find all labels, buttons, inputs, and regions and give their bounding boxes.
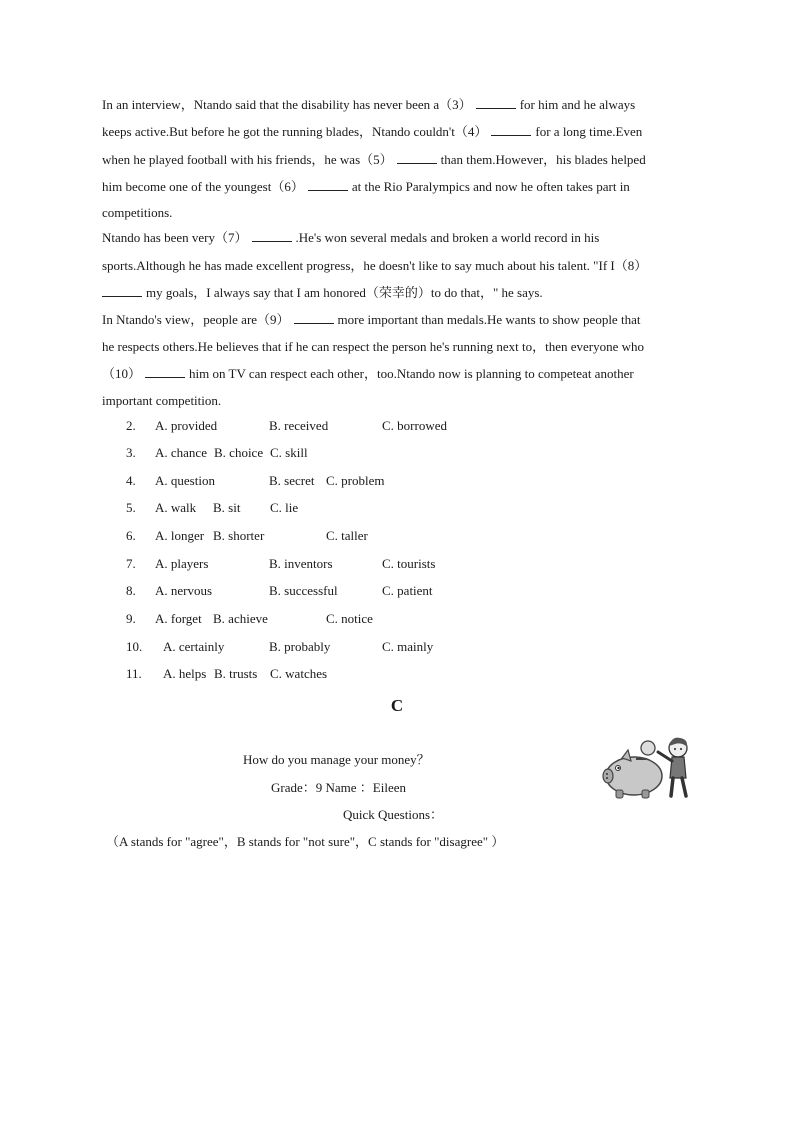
answer-blank [476, 97, 516, 109]
question-number: 5. [126, 500, 136, 515]
option-a[interactable]: A. walk [155, 500, 197, 515]
passage-line: Ntando has been very（7） .He's won several medals and broken a world record in his [102, 230, 600, 245]
question-number: 4. [126, 473, 136, 488]
passage-line: competitions. [102, 205, 173, 220]
option-a[interactable]: A. longer [155, 528, 205, 543]
option-b[interactable]: B. trusts [214, 666, 258, 681]
question-number: 9. [126, 611, 136, 626]
question-number: 7. [126, 556, 136, 571]
option-b[interactable]: B. choice [214, 445, 264, 460]
passage-line: important competition. [102, 393, 222, 408]
option-c[interactable]: C. borrowed [382, 418, 447, 433]
quick-questions-label: Quick Questions： [343, 807, 444, 822]
option-a[interactable]: A. nervous [155, 583, 213, 598]
survey-title: How do you manage your money？ [243, 752, 430, 767]
passage-line: In an interview，Ntando said that the disability has never been a（3） for him and he always [102, 97, 636, 112]
pig-snout [603, 769, 613, 783]
answer-blank [102, 285, 142, 297]
answer-blank [491, 124, 531, 136]
answer-blank [252, 230, 292, 242]
option-a[interactable]: A. players [155, 556, 209, 571]
answer-legend: （A stands for "agree"，B stands for "not sure"，C stands for "disagree" ） [106, 834, 505, 849]
option-a[interactable]: A. helps [163, 666, 207, 681]
passage-line: him become one of the youngest（6） at the Rio Paralympics and now he often takes part in [102, 179, 630, 194]
passage-line: when he played football with his friends，he was（5） than them.However，his blades helped [102, 152, 646, 167]
passage-line: my goals，I always say that I am honored（荣幸的）to do that，" he says. [102, 285, 543, 301]
option-c[interactable]: C. notice [326, 611, 373, 626]
piggy-bank-body [606, 757, 662, 795]
option-a[interactable]: A. certainly [163, 639, 225, 654]
question-number: 6. [126, 528, 136, 543]
option-c[interactable]: C. mainly [382, 639, 434, 654]
option-a[interactable]: A. forget [155, 611, 202, 626]
option-b[interactable]: B. inventors [269, 556, 333, 571]
option-c[interactable]: C. lie [270, 500, 299, 515]
option-c[interactable]: C. skill [270, 445, 308, 460]
answer-blank [308, 179, 348, 191]
option-a[interactable]: A. question [155, 473, 215, 488]
section-heading: C [390, 696, 404, 715]
option-b[interactable]: B. shorter [213, 528, 265, 543]
passage-line: （10） him on TV can respect each other，too.Ntando now is planning to competeat another [102, 366, 634, 381]
option-c[interactable]: C. tourists [382, 556, 436, 571]
option-c[interactable]: C. patient [382, 583, 433, 598]
option-b[interactable]: B. achieve [213, 611, 268, 626]
option-b[interactable]: B. secret [269, 473, 315, 488]
option-a[interactable]: A. chance [155, 445, 207, 460]
grade-name-line: Grade：9 Name ：Eileen [271, 780, 407, 795]
passage-line: sports.Although he has made excellent progress，he doesn't like to say much about his talent. "If I（8） [102, 258, 648, 273]
question-number: 3. [126, 445, 136, 460]
question-number: 2. [126, 418, 136, 433]
option-a[interactable]: A. provided [155, 418, 218, 433]
option-c[interactable]: C. watches [270, 666, 328, 681]
passage-line: he respects others.He believes that if he can respect the person he's running next to，then everyone who [102, 339, 645, 354]
answer-blank [145, 366, 185, 378]
answer-blank [397, 152, 437, 164]
question-number: 10. [126, 639, 143, 654]
coin-icon [641, 741, 655, 755]
option-b[interactable]: B. successful [269, 583, 338, 598]
option-b[interactable]: B. probably [269, 639, 331, 654]
option-c[interactable]: C. problem [326, 473, 385, 488]
answer-blank [294, 312, 334, 324]
question-number: 11. [126, 666, 142, 681]
option-b[interactable]: B. received [269, 418, 329, 433]
piggy-bank-illustration [600, 736, 696, 802]
option-c[interactable]: C. taller [326, 528, 368, 543]
question-number: 8. [126, 583, 136, 598]
passage-line: In Ntando's view，people are（9） more important than medals.He wants to show people that [102, 312, 641, 327]
passage-line: keeps active.But before he got the running blades，Ntando couldn't（4） for a long time.Even [102, 124, 643, 139]
option-b[interactable]: B. sit [213, 500, 241, 515]
